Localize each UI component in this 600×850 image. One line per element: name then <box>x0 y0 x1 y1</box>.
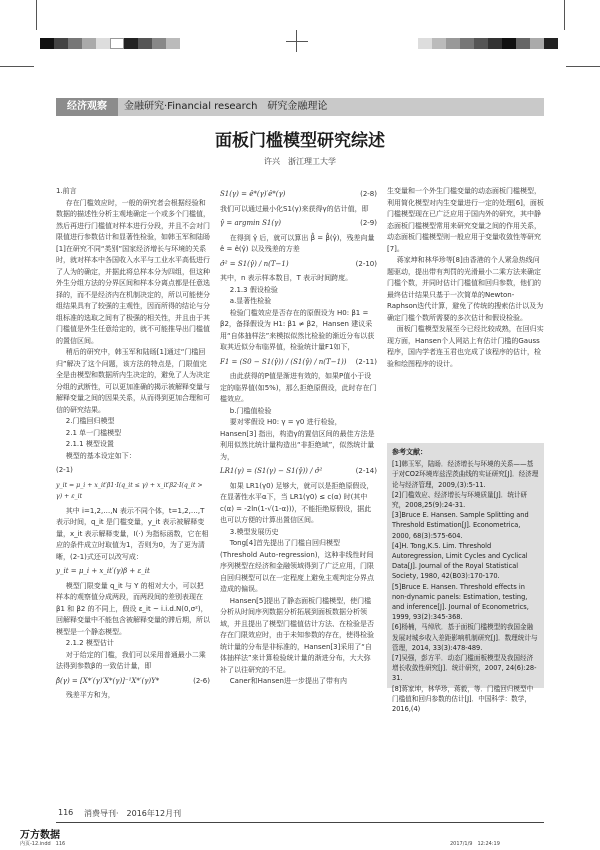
equation-body: LR1(γ) = (S1(γ) − S1(γ̂)) / σ̂² <box>220 467 323 475</box>
reference-item: [3]Bruce E. Hansen. Sample Splitting and Threshold Estimation[J]. Econometrica, 2000, 68(3):575-604. <box>392 511 529 540</box>
imprint-file: 内页-12.indd 116 <box>20 841 66 847</box>
paragraph: 我们可以通过最小化S1(γ)来获得γ的估计值，即 <box>220 204 369 213</box>
paragraph: 面板门槛模型发展至今已经比较成熟，在回归实现方面，Hansen个人网站上有估计门槛的Gauss程序，国内学者连玉君也完成了该程序的估计，检验和绘图程序的设计。 <box>387 325 544 368</box>
reference-item: [7]吴强，彭方平．动态门槛面板模型及我国经济增长收敛性研究[J]．统计研究，2007, 24(6):28-31. <box>392 654 537 683</box>
paragraph: 对于给定的门槛，我们可以采用普通最小二乘法得到参数β的一致估计量，即 <box>56 650 206 670</box>
reference-item: [8]蒋家坤，林华珍，蒋毅，等．门槛回归模型中门槛值和回归参数的估计[J]．中国科学：数学，2016,(4) <box>392 684 534 714</box>
equation-body: β̂(γ) = [X*′(γ)′X*(γ)]⁻¹X*′(γ)Y* <box>56 676 160 685</box>
equation-num: (2-9) <box>360 219 377 227</box>
section-header-title: 金融研究·Financial research 研究金融理论 <box>124 101 328 112</box>
equation-body: σ̂² = S1(γ̂) / n(T−1) <box>220 259 289 268</box>
imprint-timestamp: 2017/1/9 12:24:19 <box>450 841 500 847</box>
subsection-heading: 2.1.2 模型估计 <box>65 639 114 647</box>
section-heading: 1.前言 <box>56 187 77 195</box>
paragraph: 模型门限变量 q_it 与 Y 的相对大小，可以把样本的观察值分成两段，而两段间的差别表现在 β1 和 β2 的不同上，假设 ε_it ~ i.i.d.N(0,σ²)，回解释变量中不能包含被解释变量的滞后期，所以模型是一个静态模型。 <box>56 581 210 636</box>
reference-item: [5]Bruce E. Hansen. Threshold effects in non-dynamic panels: Estimation, testing, and inference[J]. Journal of Econometrics, 1999, 93(2):345-368. <box>392 582 529 622</box>
paragraph: 生变量和一个外生门槛变量的动态面板门槛模型，利用简化模型对内生变量进行一定的处理[6]，面板门槛模型现在已广泛应用于国内外的研究，其中静态面板门槛模型常用来研究变量之间的作用关系，动态面板门槛模型则一般应用于变量收敛性等研究[7]。 <box>387 187 544 253</box>
article-title: 面板门槛模型研究综述 <box>215 131 385 151</box>
paragraph: Tong[4]首先提出了门槛自回归模型(Threshold Auto-regression)，这种非线性时间序列模型在经济和金融领域得到了广泛应用，门限自回归模型可以在一定程度上避免主观判定分界点造成的偏误。 <box>220 539 374 593</box>
subsection-heading: 2.1.3 假设检验 <box>229 285 278 294</box>
equation <box>220 218 377 230</box>
paragraph: 残差平方和为， <box>65 691 115 699</box>
equation-body: F1 = (S0 − S1(γ̂)) / (S1(γ̂) / n(T−1)) <box>220 357 347 366</box>
subsection-heading: 2.1.1 模型设置 <box>65 440 114 448</box>
equation <box>220 259 377 271</box>
equation <box>220 357 377 369</box>
paragraph: 检验门槛效应是否存在的原假设为 H0: β1 = β2，备择假设为 H1: β1 ≠ β2，Hansen 建议采用“自体抽样法”来模拟似然比检验的渐近分布以获取其近似分布临界值，检验统计量F1如下， <box>220 308 375 351</box>
equation-num: (2-8) <box>360 190 377 198</box>
equation-num: (2-11) <box>355 357 377 366</box>
equation-num: (2-14) <box>355 467 377 475</box>
references-title: 参考文献： <box>392 448 427 456</box>
column-right <box>387 186 544 370</box>
subsection-heading: b.门槛值检验 <box>229 406 272 415</box>
paragraph: 如果 LR1(γ0) 足够大，就可以是拒绝原假设，在显著性水平α下，当 LR1(γ0) ≤ c(α) 时(其中 c(α) = -2ln(1-√(1-α)))，不能拒绝原假设，据此也可以方便的计算出置信区间。 <box>220 481 374 524</box>
section-tag: 经济观察 <box>56 98 118 116</box>
column-left <box>56 186 210 702</box>
equation <box>220 189 377 201</box>
crop-mark <box>0 66 34 67</box>
equation-body: y_it = μ_i + x_it′(γ)β + ε_it <box>56 567 150 575</box>
paragraph: 稍后的研究中，韩玉军和陆旸[1]通过“门槛回归”解决了这个问题，该方法的特点是，门限值完全是由模型和数据所内生决定的，避免了人为决定分组的武断性，可以更加准确的揭示被解释变量与解释变量之间的因果关系，从而得到更加合理和可信的研究结果。 <box>56 348 210 414</box>
paragraph: Hansen[5]提出了静态面板门槛模型，使门槛分析从时间序列数据分析拓展到面板数据分析领域，并且提出了模型门槛值估计方法、在检验是否存在门限效应时，由于未知参数的存在，使得检验统计量的分布是非标准的，Hansen[3]采用了“自体抽样法”来计算检验统计量的渐进分布，大大弥补了以往研究的不足。 <box>220 596 374 674</box>
crop-mark <box>566 66 600 67</box>
paragraph: 其中，n 表示样本数目，T 表示时间跨度。 <box>220 274 353 282</box>
reference-item: [6]杨楠，马绰欣．基于面板门槛模型的我国金融发展对城乡收入差距影响机制研究[J]．数理统计与管理，2014, 33(3):478-489. <box>392 623 538 652</box>
equation <box>56 676 210 688</box>
registration-bar-right <box>418 38 558 49</box>
equation-body: y_it = μ_i + x_it′β1·I(q_it ≤ γ) + x_it′β2·I(q_it > γ) + ε_it <box>56 481 203 500</box>
article-authors: 许兴 浙江理工大学 <box>264 157 336 166</box>
paragraph: 模型的基本设定如下： <box>65 451 136 460</box>
reference-item: [2]门槛效应、经济增长与环境质量[J]．统计研究，2008,25(9):24-31. <box>392 490 528 510</box>
equation-num: (2-1) <box>56 466 73 474</box>
equation-body: γ̂ = argmin S1(γ) <box>220 219 282 227</box>
equation-num: (2-6) <box>193 676 210 685</box>
equation <box>56 480 210 503</box>
brand-logo-text: 万方数据 <box>20 830 60 841</box>
paragraph: 由此获得的P值是渐进有效的，如果P值小于设定的临界值(如5%)，那么拒绝原假设，此时存在门槛效应。 <box>220 372 377 403</box>
paragraph: 在得到 γ̂ 后，就可以算出 β̂ = β̂(γ̂)，残差向量 ê = ê(γ̂) 以及残差的方差 <box>220 233 375 253</box>
column-middle <box>220 186 377 688</box>
journal-name: 消费导刊· 2016年12月刊 <box>84 809 182 818</box>
subsection-heading: a.显著性检验 <box>229 297 272 305</box>
paragraph: 存在门槛效应时，一般的研究者会根据经验和数据的描述性分析主观地确定一个或多个门槛值，然后再进行门槛值对样本进行分段，并且不会对门限值进行参数估计和显著性检验，如韩玉军和陆旸[1]在研究不同“类别”国家经济增长与环境的关系时，就对样本中各国收入水平与工业水平高低进行了人为的确定，并据此将总样本分为四组，但这种外生分组方法的分界区间和样本分离点都是任意选择的，而不是经济内在机制决定的，所以可能使分组结果具有了较强的主观性，因而所得的结论与分组标准的选取之间有了极强的相关性，并且由于其门槛值是外生任意给定的，就不可能推导出门槛值的置信区间。 <box>56 198 210 345</box>
page-number: 116 <box>58 808 74 817</box>
paragraph: Caner和Hansen进一步提出了带有内 <box>229 677 347 685</box>
equation <box>56 465 210 477</box>
footer-rule <box>56 822 544 823</box>
registration-bar-left <box>40 38 180 49</box>
reference-item: [4]H. Tong,K.S. Lim. Threshold Autoregression, Limit Cycles and Cyclical Data[J]. Journal of the Royal Statistical Society, 1980, 42(B03):170-170. <box>392 541 528 581</box>
equation <box>56 566 210 578</box>
subsection-heading: 2.1 单一门槛模型 <box>65 428 122 437</box>
equation <box>220 466 377 478</box>
crop-mark <box>36 0 37 30</box>
section-heading: 2.门槛回归模型 <box>65 417 115 425</box>
paragraph: 其中 i=1,2,…,N 表示不同个体，t=1,2,…,T 表示时间，q_it 是门槛变量，y_it 表示被解释变量，x_it 表示解释变量，I(·) 为指标函数，它在相应的条件成立时取值为1，否则为0，为了更为清晰，(2-1)式还可以改写成： <box>56 506 209 561</box>
equation-num: (2-10) <box>355 259 377 268</box>
equation-body: S1(γ) = ê*(γ)′ê*(γ) <box>220 190 286 198</box>
paragraph: 蒋家坤和林华珍等[8]由香港的个人紧急热线问题驱动，提出带有判罚的光滑最小二乘方法来确定门槛个数，并同时估计门槛值和回归参数，他们的最终估计结果只基于一次简单的Newton-Raphson迭代计算，避免了传统的搜索估计以及为确定门槛个数所需要的多次估计和假设检验。 <box>387 256 544 322</box>
paragraph: 要对零假设 H0: γ = γ0 进行检验，Hansen[3] 指出，构造γ的置信区间的最佳方法是利用似然比统计量构造出“非拒绝域”，似然统计量为， <box>220 418 375 461</box>
crop-mark <box>286 41 308 42</box>
crop-mark <box>564 0 565 30</box>
section-heading: 3.模型发展历史 <box>229 527 279 536</box>
reference-item: [1]韩玉军，陆旸．经济增长与环境的关系——基于对CO2环境库兹涅茨曲线的实证研究[J]．经济理论与经济管理，2009,(3):5-11. <box>392 460 539 489</box>
references-box <box>387 443 544 714</box>
